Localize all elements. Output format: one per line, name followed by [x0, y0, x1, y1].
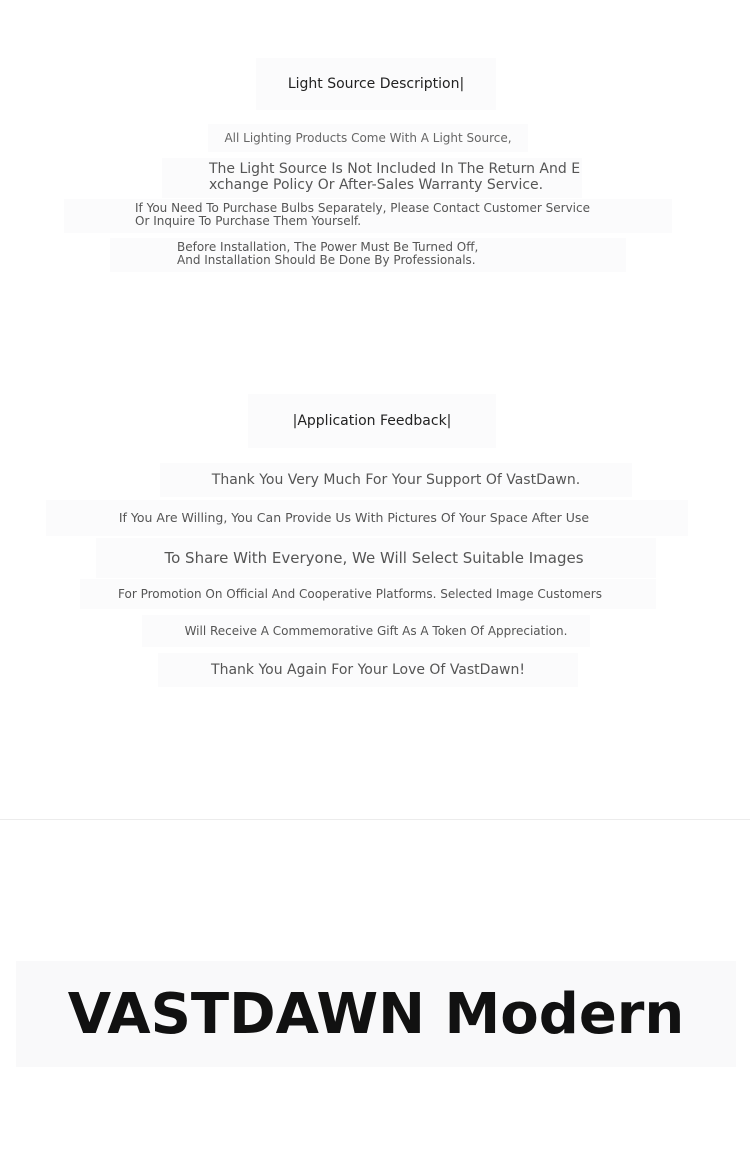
feedback-line-5: Will Receive A Commemorative Gift As A Token Of Appreciation.	[142, 615, 590, 647]
light-source-line-2: The Light Source Is Not Included In The Return And Exchange Policy Or After-Sales Warranty Service.	[162, 158, 582, 198]
feedback-line-2: If You Are Willing, You Can Provide Us With Pictures Of Your Space After Use	[46, 500, 688, 536]
feedback-line-6: Thank You Again For Your Love Of VastDawn!	[158, 653, 578, 687]
feedback-title: |Application Feedback|	[248, 394, 496, 448]
feedback-line-4: For Promotion On Official And Cooperative Platforms. Selected Image Customers	[80, 579, 656, 609]
section-divider	[0, 819, 750, 820]
light-source-line-1: All Lighting Products Come With A Light Source,	[208, 124, 528, 152]
feedback-line-1: Thank You Very Much For Your Support Of VastDawn.	[160, 463, 632, 497]
brand-title: VASTDAWN Modern	[16, 961, 736, 1067]
light-source-title: Light Source Description|	[256, 58, 496, 110]
light-source-line-4: Before Installation, The Power Must Be Turned Off, And Installation Should Be Done By Professionals.	[110, 238, 626, 272]
light-source-line-3: If You Need To Purchase Bulbs Separately, Please Contact Customer Service Or Inquire To Purchase Them Yourself.	[64, 199, 672, 233]
feedback-line-3: To Share With Everyone, We Will Select Suitable Images	[96, 538, 656, 578]
